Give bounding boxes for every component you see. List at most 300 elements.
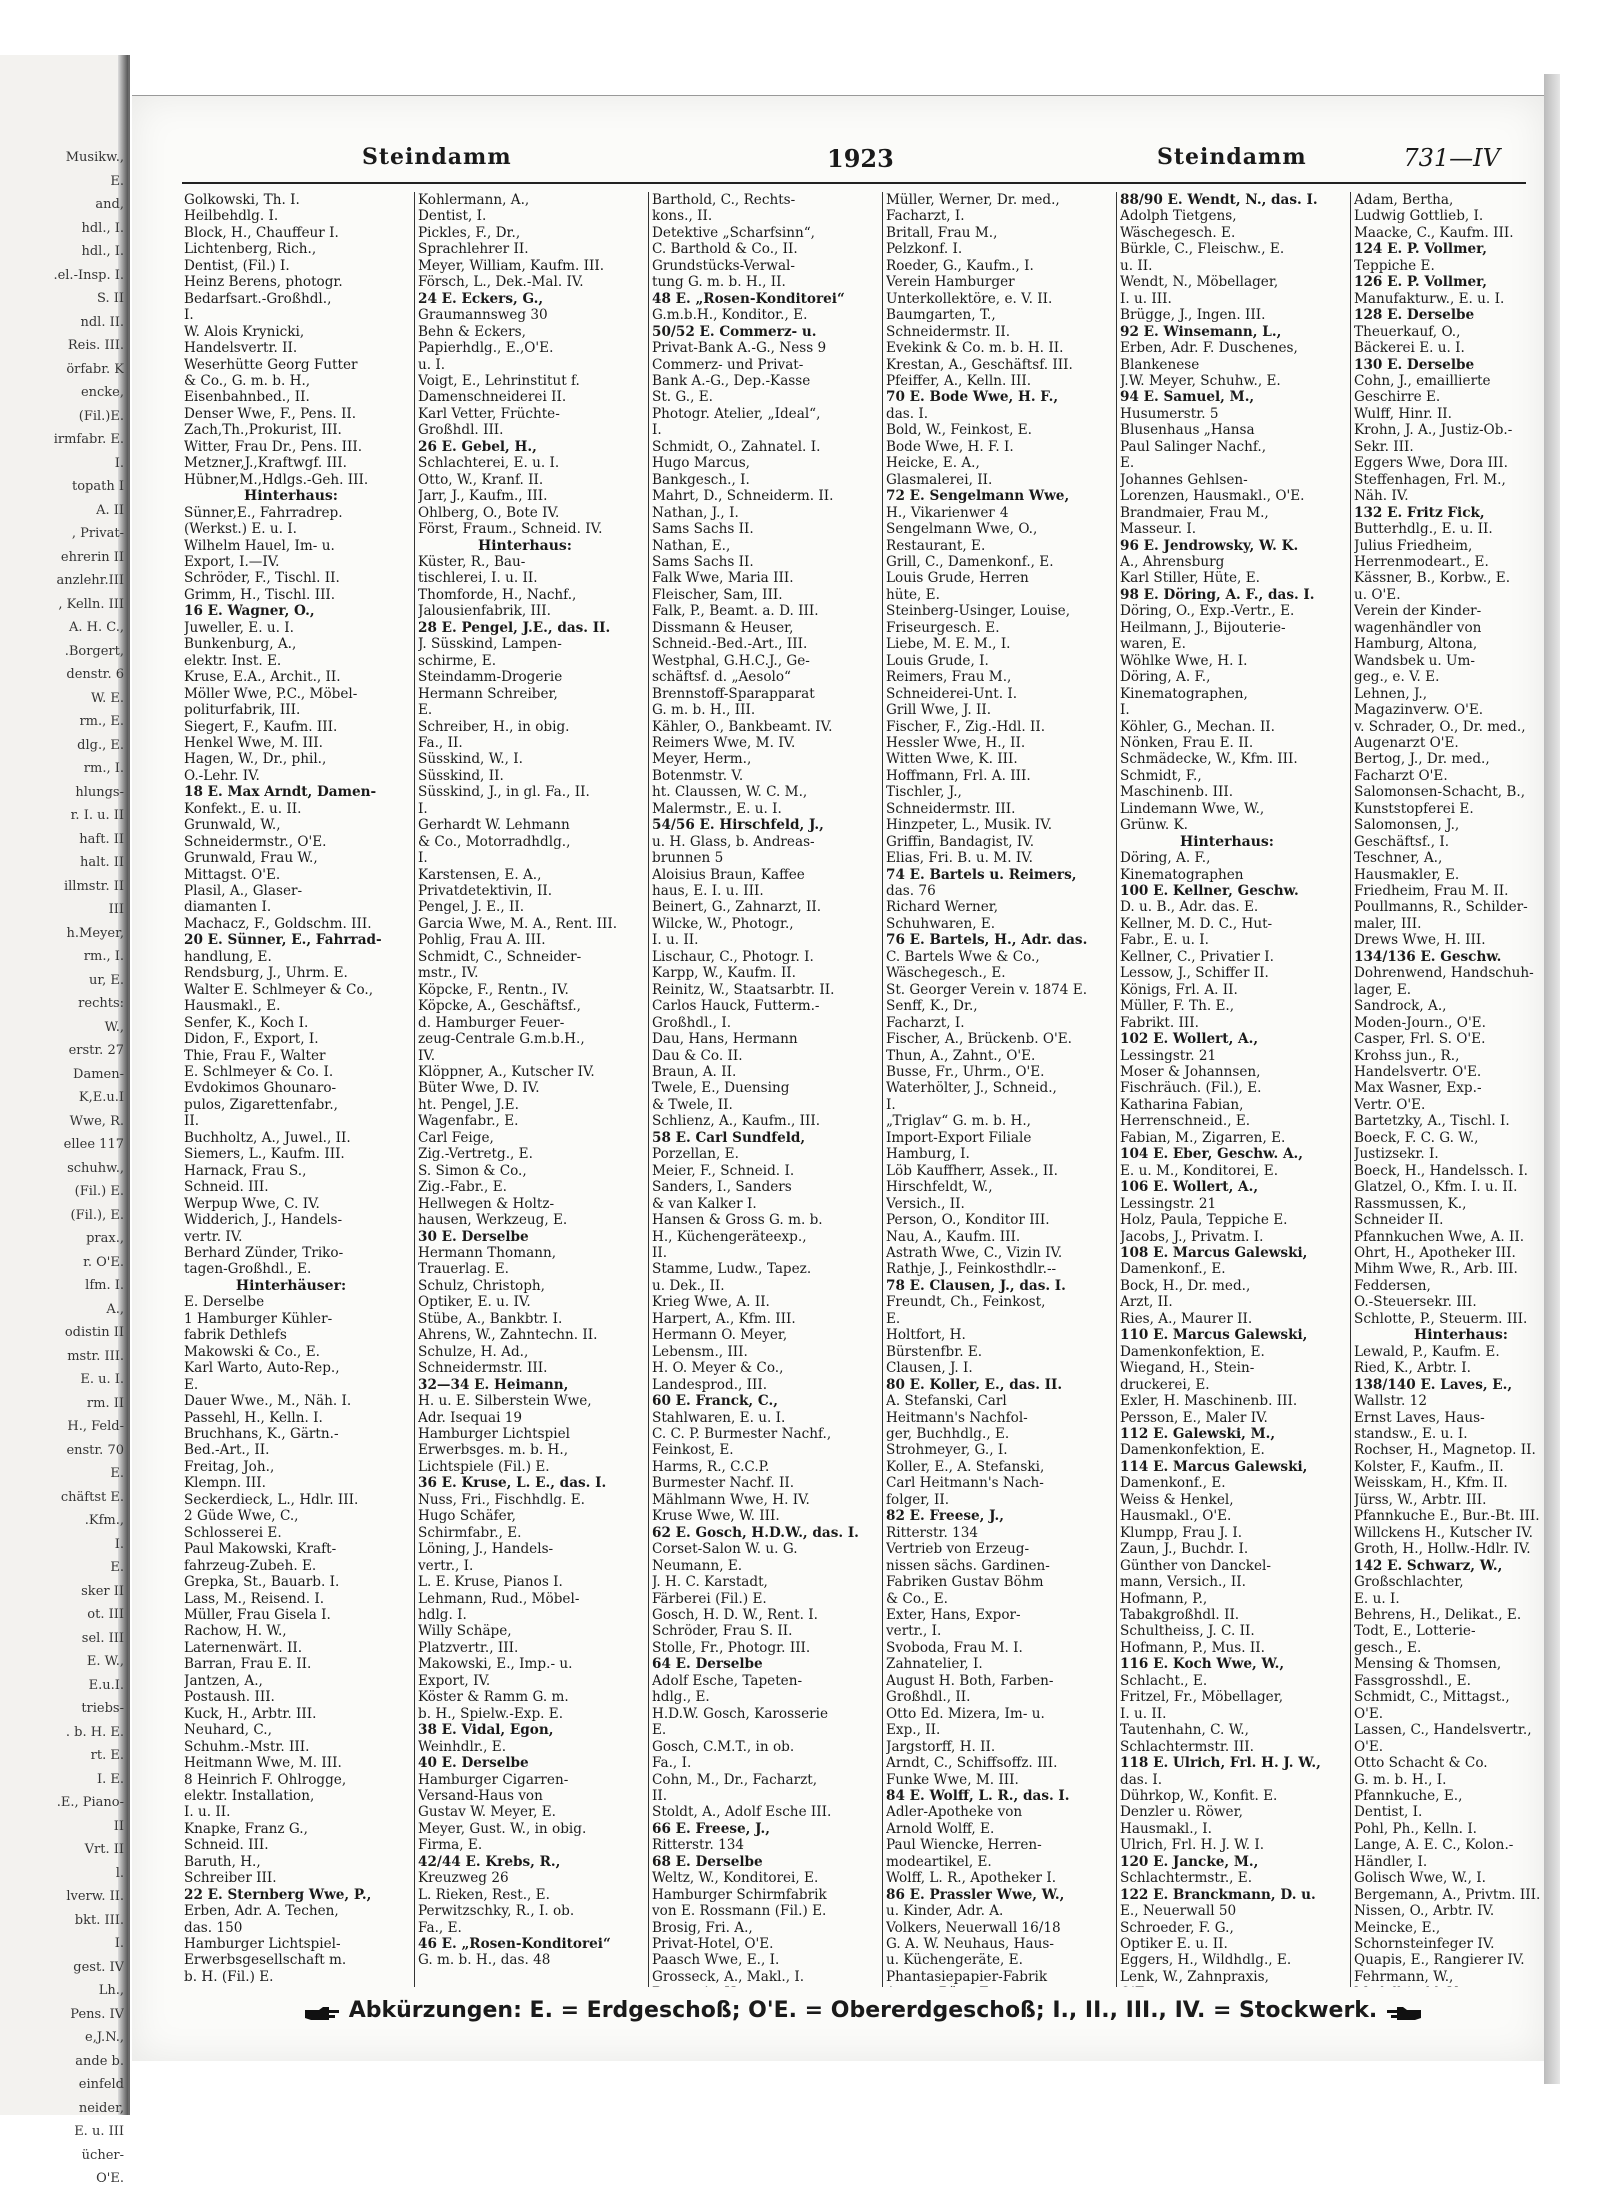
directory-entry-line: 72 E. Sengelmann Wwe, [886, 488, 1070, 505]
directory-entry-line: Jantzen, A., [184, 1672, 263, 1689]
directory-entry-line: Witter, Frau Dr., Pens. III. [184, 438, 363, 455]
directory-entry-line: Hofmann, P., [1120, 1590, 1208, 1607]
directory-entry-line: Fabrikt. III. [1120, 1014, 1199, 1031]
directory-entry-line: Export, IV. [418, 1672, 491, 1689]
directory-entry-line: Rassmussen, K., [1354, 1195, 1467, 1212]
header-rule [182, 182, 1526, 184]
directory-entry-line: handlung, E. [184, 948, 272, 965]
directory-entry-line: Zahnatelier, I. [886, 1656, 983, 1673]
previous-page-line: neider, [78, 2100, 124, 2116]
directory-entry-line: Hirschfeldt, W., [886, 1179, 993, 1196]
directory-entry-line: 82 E. Freese, J., [886, 1508, 1004, 1525]
directory-entry-line: 50/52 E. Commerz- u. [652, 323, 817, 340]
directory-entry-line: Wagenfabr., E. [418, 1113, 519, 1130]
directory-entry-line: Nau, A., Kaufm. III. [886, 1228, 1021, 1245]
directory-entry-line: Damenschneiderei II. [418, 389, 567, 406]
directory-entry-line: v. Schrader, O., Dr. med., [1354, 718, 1526, 735]
directory-entry-line: von E. Rossmann (Fil.) E. [652, 1903, 827, 1920]
previous-page-line: lfm. I. [85, 1278, 124, 1293]
directory-entry-line: Trauerlag. E. [418, 1261, 510, 1278]
directory-entry-line: elektr. Inst. E. [184, 652, 282, 669]
directory-entry-line: Freundt, Ch., Feinkost, [886, 1294, 1046, 1311]
previous-page-line: A. II [96, 502, 124, 518]
directory-entry-line: Svoboda, Frau M. I. [886, 1639, 1023, 1656]
directory-entry-line: das. I. [886, 405, 929, 422]
directory-entry-line: Pfannkuche, E., [1354, 1787, 1463, 1804]
directory-entry-line: Kähler, O., Bankbeamt. IV. [652, 718, 833, 735]
previous-page-line: enstr. 70 [66, 1442, 124, 1458]
directory-entry-line: Person, O., Konditor III. [886, 1212, 1050, 1229]
directory-entry-line: vertr., I. [886, 1623, 942, 1640]
directory-entry-line: mann, Versich., II. [1120, 1574, 1246, 1591]
directory-entry-line: J.W. Meyer, Schuhw., E. [1120, 372, 1281, 389]
directory-entry-line: Brennstoff-Sparapparat [652, 685, 815, 702]
directory-entry-line: Heitmann Wwe, M. III. [184, 1755, 342, 1772]
directory-entry-line: Senff, K., Dr., [886, 998, 978, 1015]
previous-page-line: einfeld [78, 2077, 124, 2092]
directory-entry-line: Siemers, L., Kaufm. III. [184, 1146, 345, 1163]
previous-page-line: gest. IV [73, 1959, 124, 1975]
directory-entry-line: Bock, H., Dr. med., [1120, 1277, 1251, 1294]
directory-entry-line: Westphal, G.H.C.J., Ge- [652, 652, 810, 669]
directory-entry-line: 94 E. Samuel, M., [1120, 389, 1255, 406]
directory-entry-line: 86 E. Prassler Wwe, W., [886, 1886, 1065, 1903]
directory-entry-line: mstr., IV. [418, 965, 479, 982]
directory-entry-line: Tabakgroßhdl. II. [1120, 1606, 1240, 1623]
directory-entry-line: Döring, O., Exp.-Vertr., E. [1120, 603, 1295, 620]
directory-entry-line: St. G., E. [652, 389, 713, 406]
directory-entry-line: Braun, A. II. [652, 1064, 737, 1081]
directory-entry-line: Dissmann & Heuser, [652, 619, 794, 636]
directory-entry-line: Malermstr., E. u. I. [652, 800, 782, 817]
directory-entry-line: hdlg. I. [418, 1606, 467, 1623]
directory-entry-line: 48 E. „Rosen-Konditorei“ [652, 290, 845, 307]
directory-entry-line: H., Vikarienwег 4 [886, 504, 1009, 521]
previous-page-line: A. H. C., [68, 620, 124, 635]
directory-entry-line: Justizsekr. I. [1354, 1146, 1439, 1163]
directory-entry-line: standsw., E. u. I. [1354, 1425, 1468, 1442]
directory-entry-line: Lehnen, J., [1354, 685, 1428, 702]
directory-entry-line: Wäschegesch. E. [1120, 224, 1236, 241]
directory-entry-line: Kellner, M. D. C., Hut- [1120, 915, 1273, 932]
directory-entry-line: Schultheiss, J. C. II. [1120, 1623, 1255, 1640]
directory-entry-line: Drews Wwe, H. III. [1354, 932, 1486, 949]
directory-entry-line: Lange, A. E. C., Kolon.- [1354, 1837, 1514, 1854]
directory-entry-line: druckerei, E. [1120, 1376, 1210, 1393]
directory-entry-line: schirme, E. [418, 652, 497, 669]
directory-entry-line: Sünner,E., Fahrradrep. [184, 504, 343, 521]
directory-entry-line: Lischaur, C., Photogr. I. [652, 948, 814, 965]
directory-entry-line: Beinert, G., Zahnarzt, II. [652, 899, 822, 916]
directory-entry-line: Schreiber III. [184, 1870, 277, 1887]
directory-entry-line: Jarr, J., Kaufm., III. [418, 488, 548, 505]
directory-entry-line: Paul Makowski, Kraft- [184, 1541, 337, 1558]
directory-entry-line: Harpert, A., Kfm. III. [652, 1310, 796, 1327]
previous-page-line: ur, E. [88, 972, 124, 988]
directory-entry-line: Schmidt, C., Mittagst., [1354, 1689, 1510, 1706]
directory-entry-line: fahrzeug-Zubeh. E. [184, 1557, 317, 1574]
directory-entry-line: Kreuzweg 26 [418, 1870, 509, 1887]
directory-entry-line: Weltz, W., Konditorei, E. [652, 1870, 819, 1887]
directory-entry-line: modeartikel, E. [886, 1853, 992, 1870]
directory-entry-line: Richard Werner, [886, 899, 999, 916]
directory-entry-line: Schneidermstr. III. [418, 1360, 548, 1377]
directory-entry-line: II. [652, 1245, 668, 1261]
directory-entry-line: Adolph Tietgens, [1120, 208, 1237, 225]
directory-entry-line: Dauer Wwe., M., Näh. I. [184, 1393, 352, 1410]
directory-entry-line: Friseurgesch. E. [886, 619, 1000, 636]
directory-entry-line: Erben, Adr. F. Duschenes, [1120, 340, 1298, 357]
directory-entry-line: Tischler, J., [886, 784, 962, 801]
directory-entry-line: Rochser, H., Magnetop. II. [1354, 1442, 1536, 1459]
directory-entry-line: ger, Buchhdlg., E. [886, 1425, 1010, 1442]
previous-page-line: and, [95, 197, 124, 212]
directory-entry-line: Didon, F., Export, I. [184, 1031, 319, 1048]
directory-entry-line: Boeck, F. C. G. W., [1354, 1129, 1479, 1146]
directory-entry-line: Arndt, C., Schiffsoffz. III. [886, 1755, 1058, 1772]
directory-entry-line: 64 E. Derselbe [652, 1656, 763, 1673]
previous-page-line: Vrt. II [84, 1842, 124, 1857]
directory-entry-line: Todt, E., Lotterie- [1354, 1623, 1476, 1640]
directory-entry-line: Pohl, Ph., Kelln. I. [1354, 1820, 1478, 1837]
directory-entry-line: E. u. M., Konditorei, E. [1120, 1162, 1279, 1179]
directory-entry-line: Salomonsen, J., [1354, 817, 1460, 834]
directory-entry-line: Döring, A. F., [1120, 669, 1211, 686]
column-divider [882, 192, 883, 1987]
previous-page-line: W. E. [91, 690, 124, 706]
directory-entry-line: lager, E. [1354, 981, 1412, 998]
directory-entry-line: Schlachtermstr. III. [1120, 1738, 1254, 1755]
directory-entry-line: Hübner,M.,Hdlgs.-Geh. III. [184, 471, 369, 488]
directory-entry-line: 116 E. Koch Wwe, W., [1120, 1656, 1285, 1673]
directory-entry-line: u. H. Glass, b. Andreas- [652, 833, 815, 850]
directory-entry-line: Grosseck, A., Makl., I. [652, 1968, 805, 1985]
directory-entry-line: Pohlig, Frau A. III. [418, 932, 546, 949]
directory-entry-line: fabrik Dethlefs [184, 1327, 287, 1344]
directory-entry-line: Hinzpeter, L., Musik. IV. [886, 817, 1053, 834]
directory-entry-line: Arzt, II. [1120, 1294, 1173, 1311]
directory-entry-line: Zig.-Fabr., E. [418, 1179, 507, 1196]
directory-entry-line: Stübe, A., Bankbtr. I. [418, 1310, 563, 1327]
directory-entry-line: Hamburger Lichtspiel [418, 1425, 570, 1442]
previous-page-line: e,J.N., [85, 2030, 124, 2045]
directory-entry-line: Müller, Frau Gisela I. [184, 1606, 331, 1623]
directory-entry-line: St. Georger Verein v. 1874 E. [886, 981, 1088, 998]
directory-entry-line: Schlacht., E. [1120, 1672, 1208, 1689]
directory-entry-line: Facharzt, I. [886, 208, 965, 225]
directory-entry-line: Händler, I. [1354, 1853, 1428, 1870]
directory-entry-line: E., Neuerwall 50 [1120, 1903, 1237, 1920]
directory-entry-line: Sengelmann Wwe, O., [886, 521, 1038, 538]
previous-page-line: hdl., I. [81, 244, 124, 259]
directory-entry-line: Kässner, B., Korbw., E. [1354, 570, 1511, 587]
directory-entry-line: Optiker E. u. II. [1120, 1936, 1228, 1953]
directory-entry-line: D. u. B., Adr. das. E. [1120, 899, 1259, 916]
directory-entry-line: Adolf Esche, Tapeten- [652, 1672, 803, 1689]
directory-entry-line: G. m. b. H., das. 48 [418, 1952, 551, 1969]
directory-entry-line: Brosig, Fri. A., [652, 1919, 753, 1936]
directory-entry-line: Grünw. K. [1120, 817, 1189, 834]
directory-entry-line: Heicke, E. A., [886, 455, 980, 472]
directory-entry-line: Ries, A., Maurer II. [1120, 1310, 1253, 1327]
directory-entry-line: 122 E. Branckmann, D. u. [1120, 1886, 1316, 1903]
directory-entry-line: Weinhdlr., E. [418, 1738, 507, 1755]
directory-entry-line: 8 Heinrich F. Ohlrogge, [184, 1771, 347, 1788]
directory-entry-line: 26 E. Gebel, H., [418, 438, 537, 455]
directory-entry-line: b. H., Spielw.-Exp. E. [418, 1705, 564, 1722]
directory-entry-line: Garcia Wwe, M. A., Rent. III. [418, 915, 618, 932]
directory-entry-line: „Triglav“ G. m. b. H., [886, 1113, 1031, 1130]
directory-entry-line: 60 E. Franck, C., [652, 1393, 778, 1410]
directory-entry-line: Försch, L., Dek.-Mal. IV. [418, 274, 584, 291]
header-page-number: 731—IV [1403, 144, 1500, 172]
directory-entry-line: Geschirre E. [1354, 389, 1441, 406]
directory-entry-line: Passehl, H., Kelln. I. [184, 1409, 323, 1426]
directory-entry-line: Senfer, K., Koch I. [184, 1014, 309, 1031]
directory-entry-line: Damenkonfektion, E. [1120, 1442, 1265, 1459]
directory-entry-line: Cohn, M., Dr., Facharzt, [652, 1771, 818, 1788]
directory-entry-line: Casper, Frl. S. O'E. [1354, 1031, 1486, 1048]
directory-entry-line: Behn & Eckers, [418, 323, 526, 340]
directory-entry-line: Glasmalerei, II. [886, 471, 993, 488]
directory-entry-line: Damenkonf., E. [1120, 1475, 1226, 1492]
directory-entry-line: Bürkle, C., Fleischw., E. [1120, 241, 1285, 258]
directory-entry-line: 24 E. Eckers, G., [418, 290, 544, 307]
directory-entry-line: Löning, J., Handels- [418, 1541, 554, 1558]
previous-page-line: rm., E. [79, 714, 124, 729]
directory-entry-line: Bank A.-G., Dep.-Kasse [652, 372, 811, 389]
directory-entry-line: L. Rieken, Rest., E. [418, 1886, 550, 1903]
directory-entry-line: Erben, Adr. A. Techen, [184, 1903, 339, 1920]
directory-entry-line: Ludwig Gottlieb, I. [1354, 208, 1484, 225]
directory-entry-line: Reimers Wwe, M. IV. [652, 734, 796, 751]
directory-entry-line: Karl Stiller, Hüte, E. [1120, 570, 1260, 587]
directory-entry-line: 100 E. Kellner, Geschw. [1120, 883, 1299, 900]
previous-page-line: ndl. II. [80, 314, 124, 330]
column-divider [1350, 192, 1351, 1987]
directory-entry-line: 16 E. Wagner, O., [184, 603, 315, 620]
previous-page-line: lverw. II. [66, 1889, 124, 1904]
directory-entry-line: Fleischer, Sam, III. [652, 586, 783, 603]
directory-entry-line: Ritterstr. 134 [886, 1524, 979, 1541]
directory-entry-line: Twele, E., Duensing [652, 1080, 790, 1097]
directory-entry-line: ht. Claussen, W. C. M., [652, 784, 808, 801]
directory-entry-line: Krohn, J. A., Justiz-Ob.- [1354, 422, 1513, 439]
directory-entry-line: Mahrt, D., Schneiderm. II. [652, 488, 834, 505]
directory-entry-line: Husumerstr. 5 [1120, 405, 1219, 422]
directory-entry-line: Siegert, F., Kaufm. III. [184, 718, 338, 735]
directory-entry-line: Krohss jun., R., [1354, 1047, 1460, 1064]
directory-entry-line: Kinematographen, [1120, 685, 1248, 702]
directory-entry-line: Grundstücks-Verwal- [652, 257, 795, 274]
directory-entry-line: Meyer, William, Kaufm. III. [418, 257, 605, 274]
directory-entry-line: 66 E. Freese, J., [652, 1820, 770, 1837]
directory-entry-line: Facharzt, I. [886, 1014, 965, 1031]
directory-entry-line: Grill Wwe, J. II. [886, 702, 992, 719]
directory-page [132, 95, 1560, 2061]
directory-entry-line: Nathan, J., I. [652, 504, 739, 521]
directory-entry-line: Reimers, Frau M., [886, 669, 1012, 686]
previous-page-line: dlg., E. [77, 737, 124, 753]
directory-entry-line: Metzner,J.,Kraftwgf. III. [184, 455, 347, 472]
directory-entry-line: Paasch Wwe, E., I. [652, 1952, 780, 1969]
directory-entry-line: das. 76 [886, 883, 936, 900]
directory-entry-line: Cohn, J., emaillierte [1354, 372, 1491, 389]
directory-entry-line: Schlosserei E. [184, 1524, 282, 1541]
directory-entry-line: Hellwegen & Holtz- [418, 1195, 555, 1212]
directory-entry-line: 120 E. Jancke, M., [1120, 1853, 1259, 1870]
directory-entry-line: 68 E. Derselbe [652, 1853, 763, 1870]
directory-entry-line: Lass, M., Reisend. I. [184, 1590, 325, 1607]
previous-page-line: I. [114, 1536, 124, 1552]
directory-entry-line: Hinterhaus: [244, 488, 338, 505]
directory-entry-line: H. u. E. Silberstein Wwe, [418, 1393, 592, 1410]
directory-entry-line: Adler-Apotheke von [886, 1804, 1023, 1821]
directory-entry-line: Salomonsen-Schacht, B., [1354, 784, 1526, 801]
directory-entry-line: O.-Steuersekr. III. [1354, 1294, 1477, 1311]
directory-entry-line: Fabriken Gustav Böhm [886, 1574, 1044, 1591]
directory-entry-line: Lessingstr. 21 [1120, 1047, 1217, 1064]
directory-entry-line: 126 E. P. Vollmer, [1354, 274, 1488, 291]
directory-entry-line: Privat-Bank A.-G., Ness 9 [652, 340, 827, 357]
directory-entry-line: Günther von Danckel- [1120, 1557, 1271, 1574]
directory-entry-line: 104 E. Eber, Geschw. A., [1120, 1146, 1303, 1163]
directory-entry-line: Falk Wwe, Maria III. [652, 570, 794, 587]
previous-page-line: II [113, 1818, 124, 1834]
directory-entry-line: Klempn. III. [184, 1475, 266, 1492]
directory-entry-line: Sams Sachs II. [652, 553, 754, 570]
directory-entry-line: Herrenmodeart., E. [1354, 553, 1489, 570]
directory-entry-line: elektr. Installation, [184, 1787, 315, 1804]
directory-entry-line: Süsskind, II. [418, 767, 504, 784]
directory-entry-line: Stolle, Fr., Photogr. III. [652, 1639, 811, 1656]
directory-entry-line: Bartetzky, A., Tischl. I. [1354, 1113, 1510, 1130]
directory-entry-line: 134/136 E. Geschw. [1354, 948, 1502, 965]
directory-entry-line: Perwitzschky, R., I. ob. [418, 1903, 575, 1920]
directory-entry-line: Knapke, Franz G., [184, 1820, 308, 1837]
directory-entry-line: 32—34 E. Heimann, [418, 1376, 569, 1393]
previous-page-line: sker II [81, 1583, 124, 1599]
directory-entry-line: zeug-Centrale G.m.b.H., [418, 1031, 585, 1048]
directory-entry-line: Steindamm-Drogerie [418, 669, 563, 686]
directory-entry-line: Britall, Frau M., [886, 224, 998, 241]
previous-page-line: Reis. III. [67, 338, 124, 353]
pointing-hand-right-icon [303, 2003, 341, 2019]
directory-entry-line: Bode Wwe, H. F. I. [886, 438, 1014, 455]
directory-entry-line: Herrenschneid., E. [1120, 1113, 1251, 1130]
directory-entry-line: Fischräuch. (Fil.), E. [1120, 1080, 1262, 1097]
directory-entry-line: Jürss, W., Arbtr. III. [1354, 1491, 1487, 1508]
directory-entry-line: Hinterhaus: [1180, 833, 1274, 850]
directory-entry-line: Makowski & Co., E. [184, 1343, 320, 1360]
directory-column-3 [652, 192, 866, 1987]
directory-column-4 [886, 192, 1100, 1987]
previous-page-line: irmfabr. E. [53, 432, 124, 447]
directory-entry-line: Funke Wwe, M. III. [886, 1771, 1019, 1788]
directory-entry-line: & van Kalker I. [652, 1195, 757, 1212]
directory-entry-line: Ulrich, Frl. H. J. W. I. [1120, 1837, 1265, 1854]
directory-entry-line: Meier, F., Schneid. I. [652, 1162, 795, 1179]
directory-entry-line: Schuhm.-Mstr. III. [184, 1738, 310, 1755]
directory-entry-line: Stamme, Ludw., Tapez. [652, 1261, 812, 1278]
directory-entry-line: Eggers, H., Wildhdlg., E. [1120, 1952, 1292, 1969]
directory-entry-line: Friedheim, Frau M. II. [1354, 883, 1509, 900]
directory-entry-line: Plasil, A., Glaser- [184, 883, 303, 900]
directory-entry-line: Schneider II. [1354, 1212, 1444, 1229]
directory-entry-line: Maschinenb. III. [1120, 784, 1234, 801]
directory-entry-line: Karstensen, E. A., [418, 866, 542, 883]
previous-page-line: (Fil.)E. [78, 408, 124, 424]
directory-entry-line: Fischer, A., Brückenb. O'E. [886, 1031, 1072, 1048]
directory-entry-line: Hugo Schäfer, [418, 1508, 517, 1525]
directory-entry-line: Barran, Frau E. II. [184, 1656, 312, 1673]
directory-entry-line: das. I. [1120, 1771, 1163, 1788]
directory-entry-line: Bertog, J., Dr. med., [1354, 751, 1490, 768]
directory-entry-line: 128 E. Derselbe [1354, 307, 1475, 324]
directory-entry-line: geg., e. V. E. [1354, 669, 1440, 686]
directory-entry-line: Baruth, H., [184, 1853, 261, 1870]
directory-entry-line: Paul Wiencke, Herren- [886, 1837, 1042, 1854]
directory-entry-line: Louis Grude, I. [886, 652, 989, 669]
directory-entry-line: Hamburger Lichtspiel- [184, 1936, 341, 1953]
directory-entry-line: Louis Grude, Herren [886, 570, 1029, 587]
previous-page-line: S. II [97, 291, 124, 306]
directory-entry-line: Steffenhagen, Frl. M., [1354, 471, 1506, 488]
directory-entry-line: E. Derselbe [184, 1294, 265, 1311]
directory-entry-line: Handelsvertr. II. [184, 340, 298, 357]
previous-page-line: r. O'E. [83, 1254, 124, 1270]
previous-page-line: K,E.u.I [78, 1090, 124, 1105]
directory-entry-line: Lessingstr. 21 [1120, 1195, 1217, 1212]
directory-entry-line: Kohlermann, A., [418, 192, 530, 208]
abbreviations-footer [212, 1998, 1514, 2026]
directory-entry-line: Schulze, H. Ad., [418, 1343, 529, 1360]
directory-entry-line: Augenarzt O'E. [1354, 734, 1459, 751]
previous-page-line: chäftst E. [60, 1489, 124, 1505]
directory-entry-line: & Co., G. m. b. H., [184, 372, 311, 389]
directory-entry-line: Voigt, E., Lehrinstitut f. [418, 372, 580, 389]
directory-entry-line: Wandsbek u. Um- [1354, 652, 1475, 669]
directory-entry-line: Weiss & Henkel, [1120, 1491, 1234, 1508]
previous-page-line: H., Feld- [67, 1419, 124, 1434]
directory-entry-line: Kinematographen [1120, 866, 1244, 883]
directory-entry-line: Dentist, I. [1354, 1804, 1423, 1821]
directory-entry-line: C. Bartels Wwe & Co., [886, 948, 1040, 965]
directory-entry-line: Schneid. III. [184, 1837, 269, 1854]
directory-entry-line: Blusenhaus „Hansa [1120, 422, 1255, 439]
directory-entry-line: Porzellan, E. [652, 1146, 739, 1163]
directory-entry-line: Pfannkuchen Wwe, A. II. [1354, 1228, 1525, 1245]
header-street-right: Steindamm [1157, 144, 1307, 170]
previous-page-line: .Borgert, [64, 643, 124, 659]
directory-entry-line: Verein der Kinder- [1354, 603, 1482, 620]
previous-page-line: (Fil.) E. [74, 1184, 124, 1199]
previous-page-line: haft. II [79, 831, 124, 847]
directory-entry-line: Nathan, E., [652, 537, 731, 554]
previous-page-line: (Fil.), E. [70, 1207, 124, 1223]
directory-entry-line: Fehrmann, W., [1354, 1968, 1454, 1985]
directory-entry-line: Hinterhäuser: [235, 1277, 347, 1294]
directory-entry-line: Bed.-Art., II. [184, 1442, 270, 1459]
directory-entry-line: Sanders, I., Sanders [652, 1179, 792, 1196]
directory-entry-line: 20 E. Sünner, E., Fahrrad- [184, 932, 382, 949]
directory-entry-line: Schirmfabr., E. [418, 1524, 522, 1541]
directory-entry-line: Liebe, M. E. M., I. [886, 636, 1011, 653]
directory-entry-line: Neuhard, C., [184, 1722, 272, 1739]
directory-entry-line: Falk, P., Beamt. a. D. III. [652, 603, 819, 620]
previous-page-line: , Privat- [71, 526, 124, 541]
previous-page-line: O'E. [96, 2171, 124, 2186]
